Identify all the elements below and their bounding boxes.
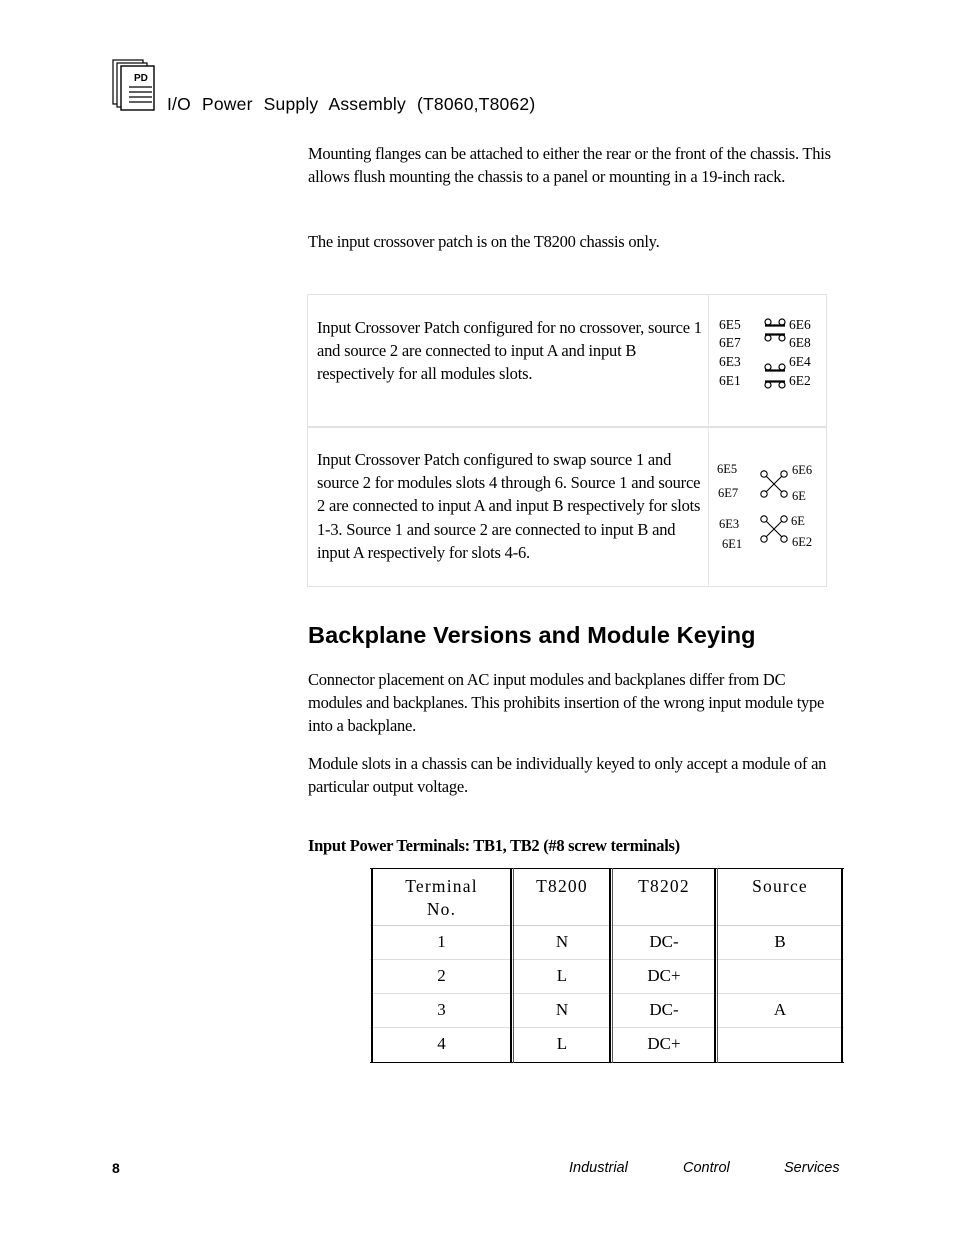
cell-terminal: 2 xyxy=(437,966,446,985)
cell-t8202: DC- xyxy=(649,1000,679,1019)
footer-word: Industrial xyxy=(569,1160,628,1176)
cell-terminal: 4 xyxy=(437,1034,446,1053)
header-terminal-no: Terminal No. xyxy=(405,876,478,919)
jumper-label: 6E1 xyxy=(722,537,743,551)
mounting-flanges-paragraph: Mounting flanges can be attached to either the rear or the front of the chassis. This allows flush mounting the chassis to a panel or mounting in a 19-inch rack. xyxy=(308,144,831,186)
connector-placement-paragraph: Connector placement on AC input modules and backplanes differ from DC modules and backplanes. This prohibits insertion of the wrong input module type into a backplane. xyxy=(308,670,825,735)
running-header-title: I/O Power Supply Assembly (T8060,T8062) xyxy=(167,94,536,114)
cell-source: B xyxy=(774,932,786,951)
jumper-label: 6E2 xyxy=(789,373,811,388)
section-heading: Backplane Versions and Module Keying xyxy=(308,622,756,648)
header-t8202: T8202 xyxy=(638,876,690,896)
jumper-straight xyxy=(765,382,785,389)
jumper-label: 6E2 xyxy=(792,535,813,549)
jumper-crossed xyxy=(761,471,787,497)
jumper-label: 6E3 xyxy=(719,517,740,531)
logo-text: PD xyxy=(134,73,148,84)
jumper-label: 6E3 xyxy=(719,354,741,369)
footer-word: Services xyxy=(784,1160,840,1176)
jumper-label: 6E6 xyxy=(789,317,811,332)
cell-t8200: L xyxy=(556,1034,568,1053)
cell-t8202: DC- xyxy=(649,932,679,951)
page-number: 8 xyxy=(112,1160,120,1176)
patch-description: Input Crossover Patch configured to swap source 1 and source 2 for modules slots 4 through 6. Source 1 and source 2 are connected to input A and input B respectively for slots 1-3. Source 1 and source 2 are connected to input B and input A respectively for slots 4-6. xyxy=(317,450,701,562)
jumper-label: 6E5 xyxy=(717,462,738,476)
jumper-straight xyxy=(765,335,785,342)
jumper-label: 6E4 xyxy=(789,354,811,369)
patch-description: Input Crossover Patch configured for no crossover, source 1 and source 2 are connected to input A and input B respectively for all modules slots. xyxy=(317,318,702,384)
cell-terminal: 1 xyxy=(437,932,446,951)
jumper-straight xyxy=(765,364,785,371)
crossover-note-paragraph: The input crossover patch is on the T8200 chassis only. xyxy=(308,232,660,251)
module-keying-paragraph: Module slots in a chassis can be individually keyed to only accept a module of an particular output voltage. xyxy=(308,754,827,796)
jumper-label: 6E7 xyxy=(719,335,741,350)
patch-config-swap xyxy=(307,427,827,587)
jumper-label: 6E xyxy=(792,489,806,503)
cell-t8202: DC+ xyxy=(647,1034,681,1053)
header-source: Source xyxy=(752,876,808,896)
cell-t8200: N xyxy=(555,932,569,951)
jumper-no-crossover-diagram xyxy=(714,295,826,395)
cell-t8200: N xyxy=(555,1000,569,1019)
cell-terminal: 3 xyxy=(437,1000,446,1019)
jumper-straight xyxy=(765,319,785,326)
cell-source: A xyxy=(773,1000,787,1019)
table-caption: Input Power Terminals: TB1, TB2 (#8 screw terminals) xyxy=(308,836,680,855)
jumper-label: 6E1 xyxy=(719,373,741,388)
input-power-terminals-table xyxy=(370,868,844,1063)
patch-config-no-crossover xyxy=(307,294,827,427)
jumper-label: 6E7 xyxy=(718,486,739,500)
jumper-label: 6E8 xyxy=(789,335,811,350)
jumper-label: 6E6 xyxy=(792,463,813,477)
cell-t8200: L xyxy=(556,966,568,985)
jumper-crossed xyxy=(761,516,787,542)
jumper-label: 6E xyxy=(791,514,805,528)
jumper-label: 6E5 xyxy=(719,317,741,332)
document-stack-icon xyxy=(112,59,156,111)
header-t8200: T8200 xyxy=(536,876,588,896)
jumper-crossover-diagram xyxy=(714,428,826,558)
footer-word: Control xyxy=(683,1160,730,1176)
cell-t8202: DC+ xyxy=(647,966,681,985)
